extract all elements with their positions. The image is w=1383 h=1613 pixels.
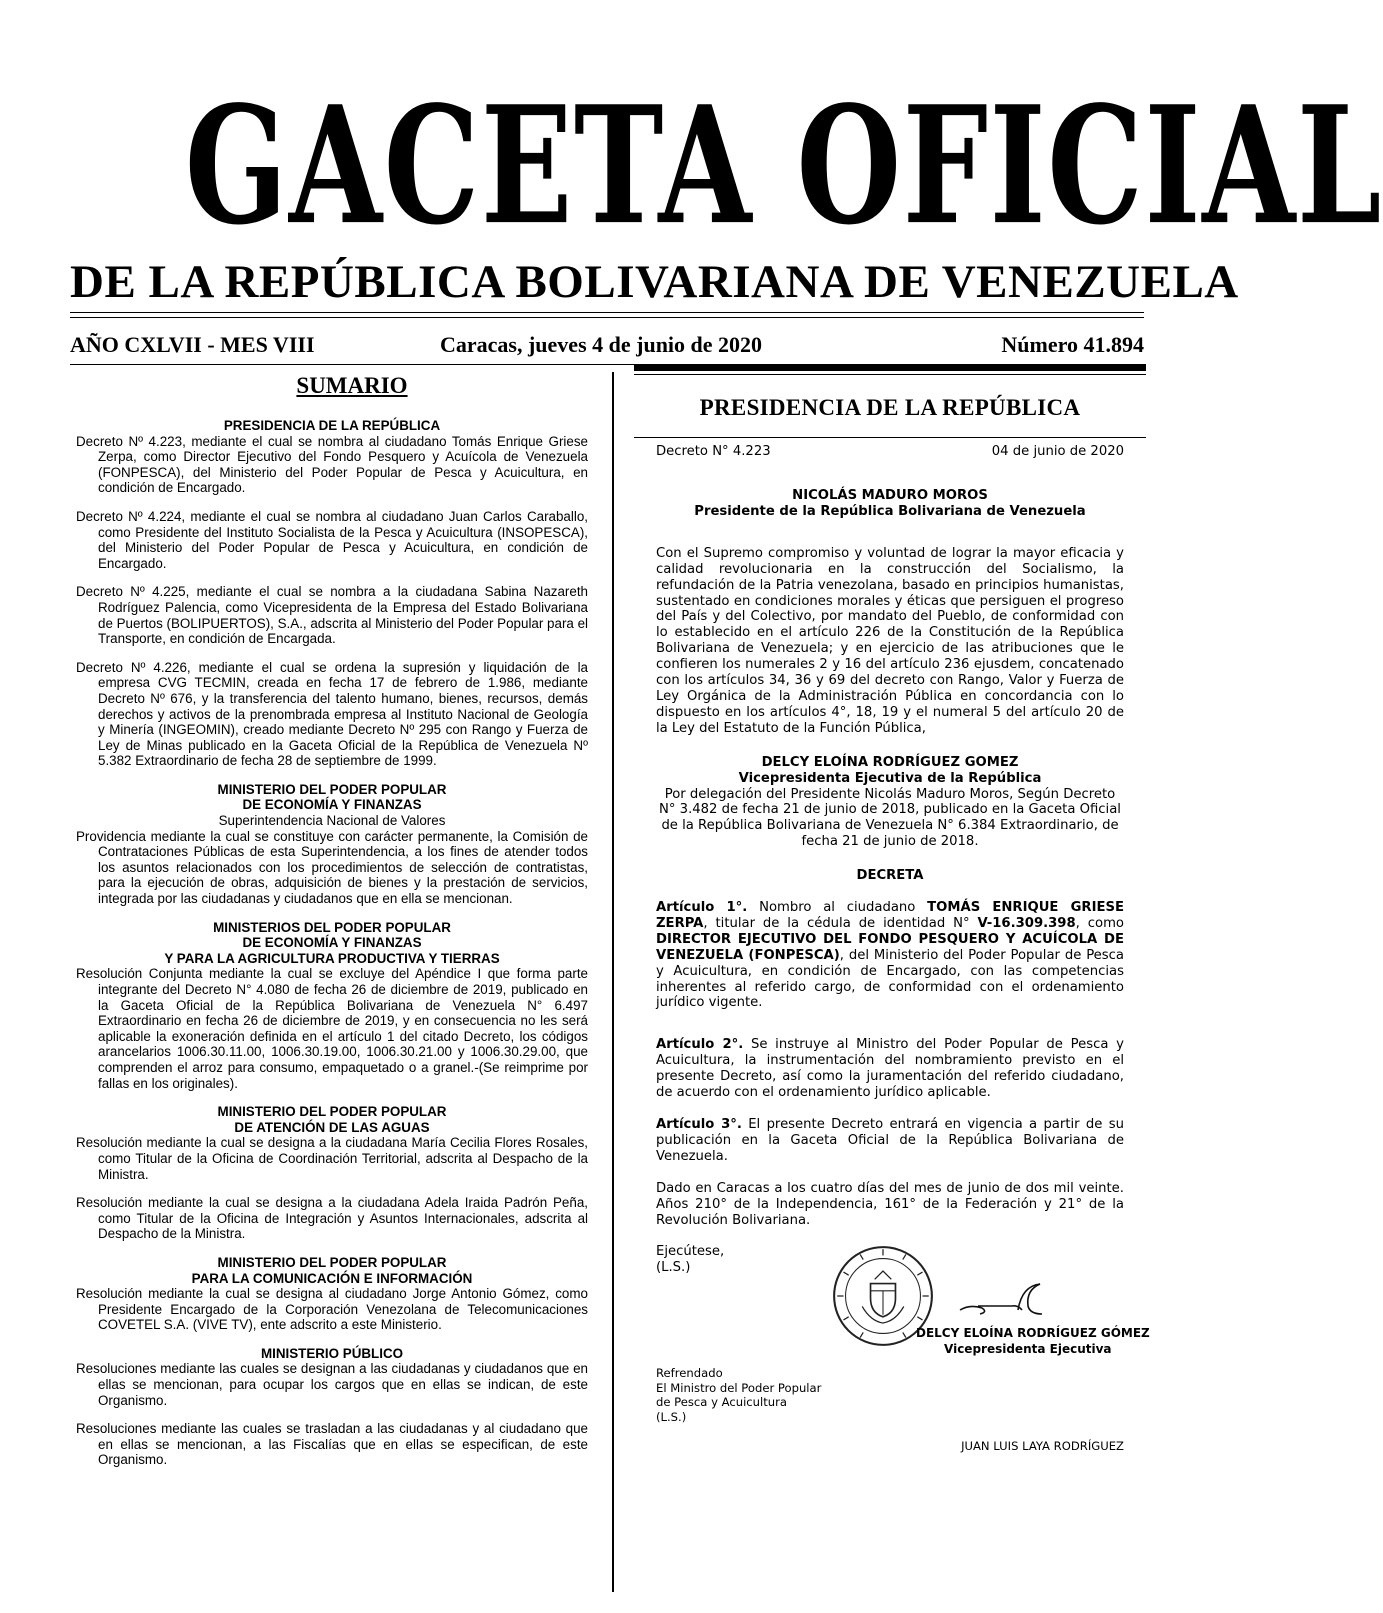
- decree-column: [634, 364, 1150, 1453]
- minister-name: JUAN LUIS LAYA RODRÍGUEZ: [961, 1438, 1124, 1453]
- sumario-section: [76, 782, 588, 907]
- decree-thin-rule: [634, 374, 1146, 375]
- sumario-column: [76, 372, 588, 1481]
- masthead-title: GACETA OFICIAL: [184, 70, 1383, 261]
- sumario-entry: Decreto Nº 4.226, mediante el cual se ordena la supresión y liquidación de la empresa CVG TECMIN, creada en fecha 17 de febrero de 1.986, mediante Decreto Nº 676, y la transferencia del talento humano, bienes, recursos, demás derechos y activos de la prenombrada empresa al Instituto Nacional de Geología y Minería (INGEOMIN), creado mediante Decreto Nº 295 con Rango y Fuerza de Ley de Minas publicado en la Gaceta Oficial de la República de Venezuela Nº 5.382 Extraordinario de fecha 28 de septiembre de 1999.: [76, 659, 588, 769]
- sumario-entry: Decreto Nº 4.225, mediante el cual se nombra a la ciudadana Sabina Nazareth Rodríguez Palencia, como Vicepresidenta de la Empresa del Estado Bolivariana de Puertos (BOLIPUERTOS), S.A., adscrita al Ministerio del Poder Popular para el Transporte, en condición de Encargada.: [76, 584, 588, 647]
- article-3-text: El presente Decreto entrará en vigencia a partir de su publicación en la Gaceta Oficial de la República Bolivariana de Venezuela.: [656, 1117, 1124, 1164]
- minister-line-2: de Pesca y Acuicultura: [656, 1395, 788, 1410]
- article-1-text-a: Nombro al ciudadano: [747, 900, 928, 916]
- countersign-block: [656, 1366, 1124, 1453]
- article-3: [656, 1117, 1124, 1165]
- sumario-section: [76, 1104, 588, 1242]
- sumario-section-heading: DE ECONOMÍA Y FINANZAS: [242, 797, 422, 813]
- masthead-rule-top-2: [70, 317, 1144, 318]
- sumario-section-heading: Y PARA LA AGRICULTURA PRODUCTIVA Y TIERRAS: [164, 950, 500, 966]
- sumario-section-heading: MINISTERIOS DEL PODER POPULAR: [213, 919, 451, 935]
- article-1-text-d: , del Ministerio del Poder Popular de Pesca y Acuicultura, en condición de Encargado, con las competencias inherentes al referido cargo, de conformidad con el ordenamiento jurídico vigente.: [656, 947, 1124, 1011]
- article-3-label: Artículo 3°.: [656, 1117, 742, 1132]
- issue-line: [70, 330, 1144, 360]
- decree-number-line: [656, 444, 1124, 462]
- sumario-entry: Decreto Nº 4.223, mediante el cual se nombra al ciudadano Tomás Enrique Griese Zerpa, como Director Ejecutivo del Fondo Pesquero y Acuícola de Venezuela (FONPESCA), del Ministerio del Poder Popular de Pesca y Acuicultura, en condición de Encargado.: [76, 433, 588, 496]
- decree-number: Decreto N° 4.223: [656, 444, 771, 459]
- article-1-name: TOMÁS ENRIQUE GRIESE ZERPA: [656, 900, 1124, 931]
- countersign-label: Refrendado: [656, 1366, 723, 1381]
- article-2: [656, 1037, 1124, 1101]
- article-1-id: V-16.309.398: [977, 915, 1076, 931]
- article-1: [656, 900, 1124, 1011]
- decree-body: [656, 488, 1150, 1453]
- sumario-section-heading: DE ECONOMÍA Y FINANZAS: [242, 935, 422, 951]
- execute-line: Ejecútese,: [656, 1244, 725, 1260]
- article-1-label: Artículo 1°.: [656, 900, 748, 916]
- signer-title: Vicepresidenta Ejecutiva: [944, 1342, 1112, 1357]
- article-1-text-b: , titular de la cédula de identidad N°: [703, 915, 978, 931]
- decree-date: 04 de junio de 2020: [991, 444, 1124, 459]
- masthead-rule-top: [70, 312, 1144, 313]
- article-2-text: Se instruye al Ministro del Poder Popular de Pesca y Acuicultura, la instrumentación del nombramiento previsto en el presente Decreto, así como la juramentación del referido ciudadano, de acuerdo con el ordenamiento jurídico aplicable.: [656, 1037, 1124, 1101]
- sumario-sections: [76, 418, 588, 1468]
- decree-section-rule: [634, 437, 1146, 438]
- column-divider: [612, 372, 614, 1592]
- vp-name: DELCY ELOÍNA RODRÍGUEZ GOMEZ: [761, 754, 1019, 770]
- signature-area: [656, 1242, 1150, 1362]
- decree-section-title: PRESIDENCIA DE LA REPÚBLICA: [699, 395, 1081, 420]
- sumario-section: [76, 1255, 588, 1333]
- sumario-section-heading: MINISTERIO PÚBLICO: [260, 1345, 404, 1361]
- minister-ls: (L.S.): [656, 1410, 687, 1425]
- sumario-section-heading: MINISTERIO DEL PODER POPULAR: [217, 1104, 447, 1120]
- sumario-section-heading: MINISTERIO DEL PODER POPULAR: [217, 781, 447, 797]
- article-1-post: DIRECTOR EJECUTIVO DEL FONDO PESQUERO Y ACUÍCOLA DE VENEZUELA (FONPESCA): [656, 931, 1124, 963]
- president-name: NICOLÁS MADURO MOROS: [792, 488, 988, 503]
- sumario-section: [76, 1346, 588, 1468]
- decree-preamble: Con el Supremo compromiso y voluntad de lograr la mayor eficacia y calidad revolucionaria en la construcción del Socialismo, la refundación de la Patria venezolana, basado en principios humanistas, sustentado en condiciones morales y éticas que persiguen el progreso del País y del Colectivo, por mandato del Pueblo, de conformidad con lo establecido en el artículo 226 de la Constitución de la República Bolivariana de Venezuela; y en ejercicio de las atribuciones que le confieren los numerales 2 y 16 del artículo 236 ejusdem, concatenado con los artículos 34, 36 y 69 del decreto con Rango, Valor y Fuerza de Ley Orgánica de la Administración Pública en concordancia con lo dispuesto en los artículos 4°, 18, 19 y el numeral 5 del artículo 20 de la Ley del Estatuto de la Función Pública,: [656, 545, 1124, 736]
- article-2-label: Artículo 2°.: [656, 1037, 744, 1053]
- decree-thick-rule: [634, 364, 1146, 371]
- issue-year-month: AÑO CXLVII - MES VIII: [70, 332, 315, 357]
- president-title: Presidente de la República Bolivariana de Venezuela: [694, 503, 1086, 519]
- vp-title: Vicepresidenta Ejecutiva de la República: [738, 770, 1042, 786]
- sumario-entry: Resoluciones mediante las cuales se trasladan a las ciudadanas y al ciudadano que en ellas se mencionan, a las Fiscalías que en ellas se especifican, de este Organismo.: [76, 1421, 588, 1468]
- sumario-section: [76, 920, 588, 1092]
- sumario-entry: Providencia mediante la cual se constituye con carácter permanente, la Comisión de Contrataciones Públicas de esta Superintendencia, a los fines de atender todos los asuntos relacionados con los procedimientos de selección de contratistas, para la ejecución de obras, adquisición de bienes y la prestación de servicios, integrada por las ciudadanas y ciudadanos que en ella se mencionan.: [76, 828, 588, 907]
- sumario-entry: Resolución mediante la cual se designa a la ciudadana María Cecilia Flores Rosales, como Titular de la Oficina de Coordinación Territorial, adscrita al Despacho de la Ministra.: [76, 1135, 588, 1182]
- given-clause: Dado en Caracas a los cuatro días del mes de junio de dos mil veinte. Años 210° de la Independencia, 161° de la Federación y 21° de la Revolución Bolivariana.: [656, 1180, 1124, 1228]
- handwritten-signature: [956, 1280, 1076, 1320]
- sumario-entry: Resoluciones mediante las cuales se designan a las ciudadanas y ciudadanos que en ellas se mencionan, para ocupar los cargos que en ellas se indican, de este Organismo.: [76, 1361, 588, 1408]
- sumario-entry: Resolución mediante la cual se designa al ciudadano Jorge Antonio Gómez, como Presidente Encargado de la Corporación Venezolana de Telecomunicaciones COVETEL S.A. (VIVE TV), ente adscrito a este Ministerio.: [76, 1286, 588, 1333]
- sumario-title: SUMARIO: [296, 373, 408, 398]
- masthead-subtitle: DE LA REPÚBLICA BOLIVARIANA DE VENEZUELA: [70, 256, 1239, 308]
- execute-ls: (L.S.): [656, 1260, 691, 1276]
- minister-line-1: El Ministro del Poder Popular: [656, 1380, 822, 1395]
- vp-delegation: Por delegación del Presidente Nicolás Maduro Moros, Según Decreto N° 3.482 de fecha 21 de junio de 2018, publicado en la Gaceta Oficial de la República Bolivariana de Venezuela N° 6.384 Extraordinario, de fecha 21 de junio de 2018.: [659, 786, 1121, 850]
- issue-number: Número 41.894: [1001, 332, 1144, 357]
- signer-name: DELCY ELOÍNA RODRÍGUEZ GÓMEZ: [916, 1326, 1150, 1341]
- sumario-section: [76, 418, 588, 769]
- sumario-section-heading: MINISTERIO DEL PODER POPULAR: [217, 1254, 447, 1270]
- sumario-entry: Resolución mediante la cual se designa a la ciudadana Adela Iraida Padrón Peña, como Titular de la Oficina de Integración y Asuntos Internacionales, adscrita al Despacho de la Ministra.: [76, 1195, 588, 1242]
- article-1-text-c: , como: [1075, 915, 1124, 931]
- sumario-section-subheading: Superintendencia Nacional de Valores: [218, 813, 446, 829]
- sumario-section-heading: PARA LA COMUNICACIÓN E INFORMACIÓN: [191, 1270, 473, 1286]
- issue-date: Caracas, jueves 4 de junio de 2020: [440, 332, 763, 357]
- sumario-entry: Decreto Nº 4.224, mediante el cual se nombra al ciudadano Juan Carlos Caraballo, como Presidente del Instituto Socialista de la Pesca y Acuicultura (INSOPESCA), del Ministerio del Poder Popular de Pesca y Acuicultura, en condición de Encargado.: [76, 508, 588, 571]
- decreta-heading: DECRETA: [856, 868, 924, 884]
- sumario-section-heading: DE ATENCIÓN DE LAS AGUAS: [234, 1119, 430, 1135]
- sumario-entry: Resolución Conjunta mediante la cual se excluye del Apéndice I que forma parte integrante del Decreto N° 4.080 de fecha 26 de diciembre de 2019, publicado en la Gaceta Oficial de la República Bolivariana de Venezuela N° 6.497 Extraordinario en fecha 26 de diciembre de 2019, y en consecuencia no les será aplicable la exoneración definida en el artículo 1 del citado Decreto, los códigos arancelarios 1006.30.11.00, 1006.30.19.00, 1006.30.21.00 y 1006.30.29.00, que comprenden el arroz para consumo, empaquetado o a granel.-(Se reimprime por fallas en los originales).: [76, 966, 588, 1091]
- sumario-section-heading: PRESIDENCIA DE LA REPÚBLICA: [223, 418, 441, 433]
